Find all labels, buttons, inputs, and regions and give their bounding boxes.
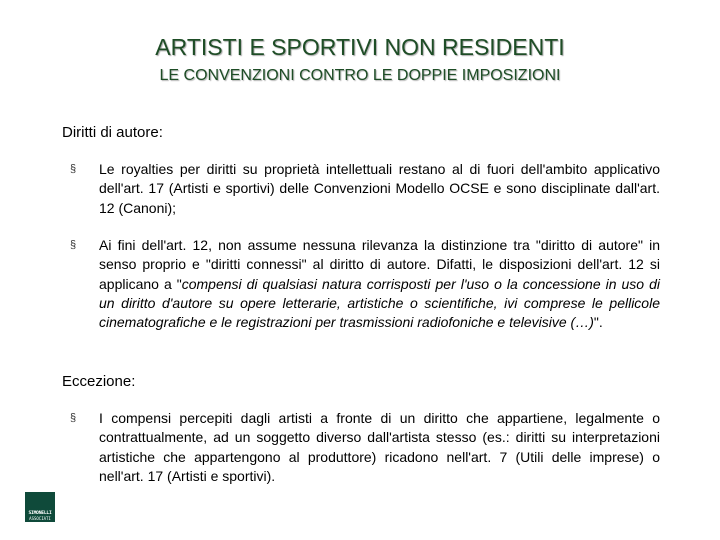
company-logo bbox=[25, 492, 55, 522]
bullet-text bbox=[99, 236, 660, 332]
bullet-text-end: ". bbox=[593, 314, 603, 331]
page-title: ARTISTI E SPORTIVI NON RESIDENTI bbox=[155, 34, 565, 60]
bullet-text: Le royalties per diritti su proprietà intellettuali restano al di fuori dell'ambito applicativo dell'art. 17 (Artisti e sportivi) delle Convenzioni Modello OCSE e sono disciplinate dall'art. 12 (Canoni); bbox=[99, 161, 660, 216]
bullet-marker: § bbox=[70, 163, 77, 175]
section-heading-eccezione: Eccezione: bbox=[62, 373, 136, 390]
page-subtitle: LE CONVENZIONI CONTRO LE DOPPIE IMPOSIZIONI bbox=[159, 67, 561, 84]
bullet-text: I compensi percepiti dagli artisti a fronte di un diritto che appartiene, legalmente o contrattualmente, ad un soggetto diverso dall'artista stesso (es.: diritti su interpretazioni artistiche che appartengono al produttore) ricadono nell'art. 7 (Utili delle imprese) o nell'art. 17 (Artisti e sportivi). bbox=[99, 410, 660, 484]
bullet-marker: § bbox=[70, 239, 77, 251]
logo-name: SIMONELLI bbox=[28, 511, 52, 516]
bullet-text-plain: Ai fini dell'art. 12, non assume nessuna rilevanza la distinzione tra "diritto di autore" in senso proprio e "diritti connessi" al diritto di autore. Difatti, le disposizioni dell'art. 12 si applicano a " bbox=[99, 237, 660, 292]
section-heading-diritti-di-autore: Diritti di autore: bbox=[62, 124, 163, 141]
bullet-text-quote: compensi di qualsiasi natura corrisposti per l'uso o la concessione in uso di un diritto d'autore su opere letterarie, artistiche o scientifiche, ivi comprese le pellicole cinematografiche e le registrazioni per trasmissioni radiofoniche e televisive (…) bbox=[99, 275, 660, 331]
logo-sub: ASSOCIATI bbox=[29, 516, 51, 521]
bullet-marker: § bbox=[70, 412, 77, 424]
